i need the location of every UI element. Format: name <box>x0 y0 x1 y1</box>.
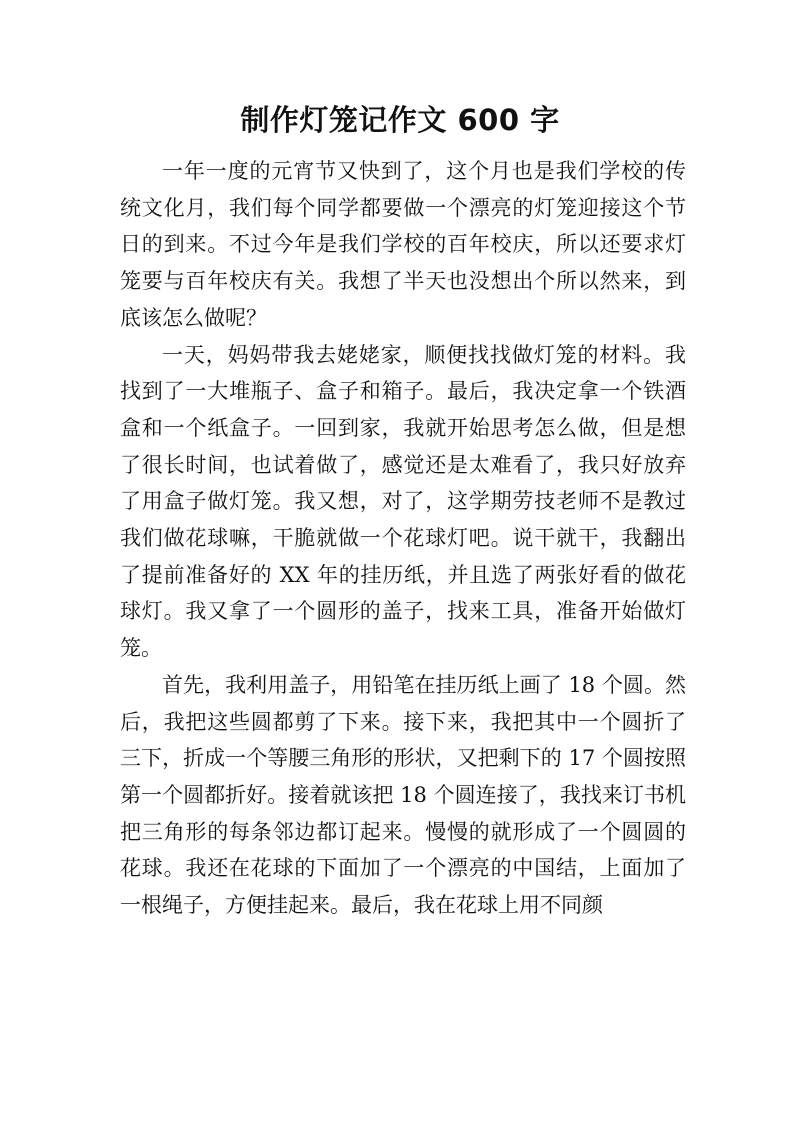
paragraph-1: 一年一度的元宵节又快到了，这个月也是我们学校的传统文化月，我们每个同学都要做一个漂亮的灯笼迎接这个节日的到来。不过今年是我们学校的百年校庆，所以还要求灯笼要与百年校庆有关。我想了半天也没想出个所以然来，到底该怎么做呢？ <box>120 159 686 330</box>
document-title: 制作灯笼记作文 600 字 <box>240 103 560 137</box>
document-body <box>120 153 686 924</box>
paragraph-2: 一天，妈妈带我去姥姥家，顺便找找做灯笼的材料。我找到了一大堆瓶子、盒子和箱子。最后，我决定拿一个铁酒盒和一个纸盒子。一回到家，我就开始思考怎么做，但是想了很长时间，也试着做了，感觉还是太难看了，我只好放弃了用盒子做灯笼。我又想，对了，这学期劳技老师不是教过我们做花球嘛，干脆就做一个花球灯吧。说干就干，我翻出了提前准备好的 XX 年的挂历纸，并且选了两张好看的做花球灯。我又拿了一个圆形的盖子，找来工具，准备开始做灯笼。 <box>120 342 686 661</box>
paragraph-3: 首先，我利用盖子，用铅笔在挂历纸上画了 18 个圆。然后，我把这些圆都剪了下来。接下来，我把其中一个圆折了三下，折成一个等腰三角形的形状，又把剩下的 17 个圆按照第一个圆都折好。接着就该把 18 个圆连接了，我找来订书机把三角形的每条邻边都订起来。慢慢的就形成了一个圆圆的花球。我还在花球的下面加了一个漂亮的中国结，上面加了一根绳子，方便挂起来。最后，我在花球上用不同颜 <box>120 672 686 918</box>
